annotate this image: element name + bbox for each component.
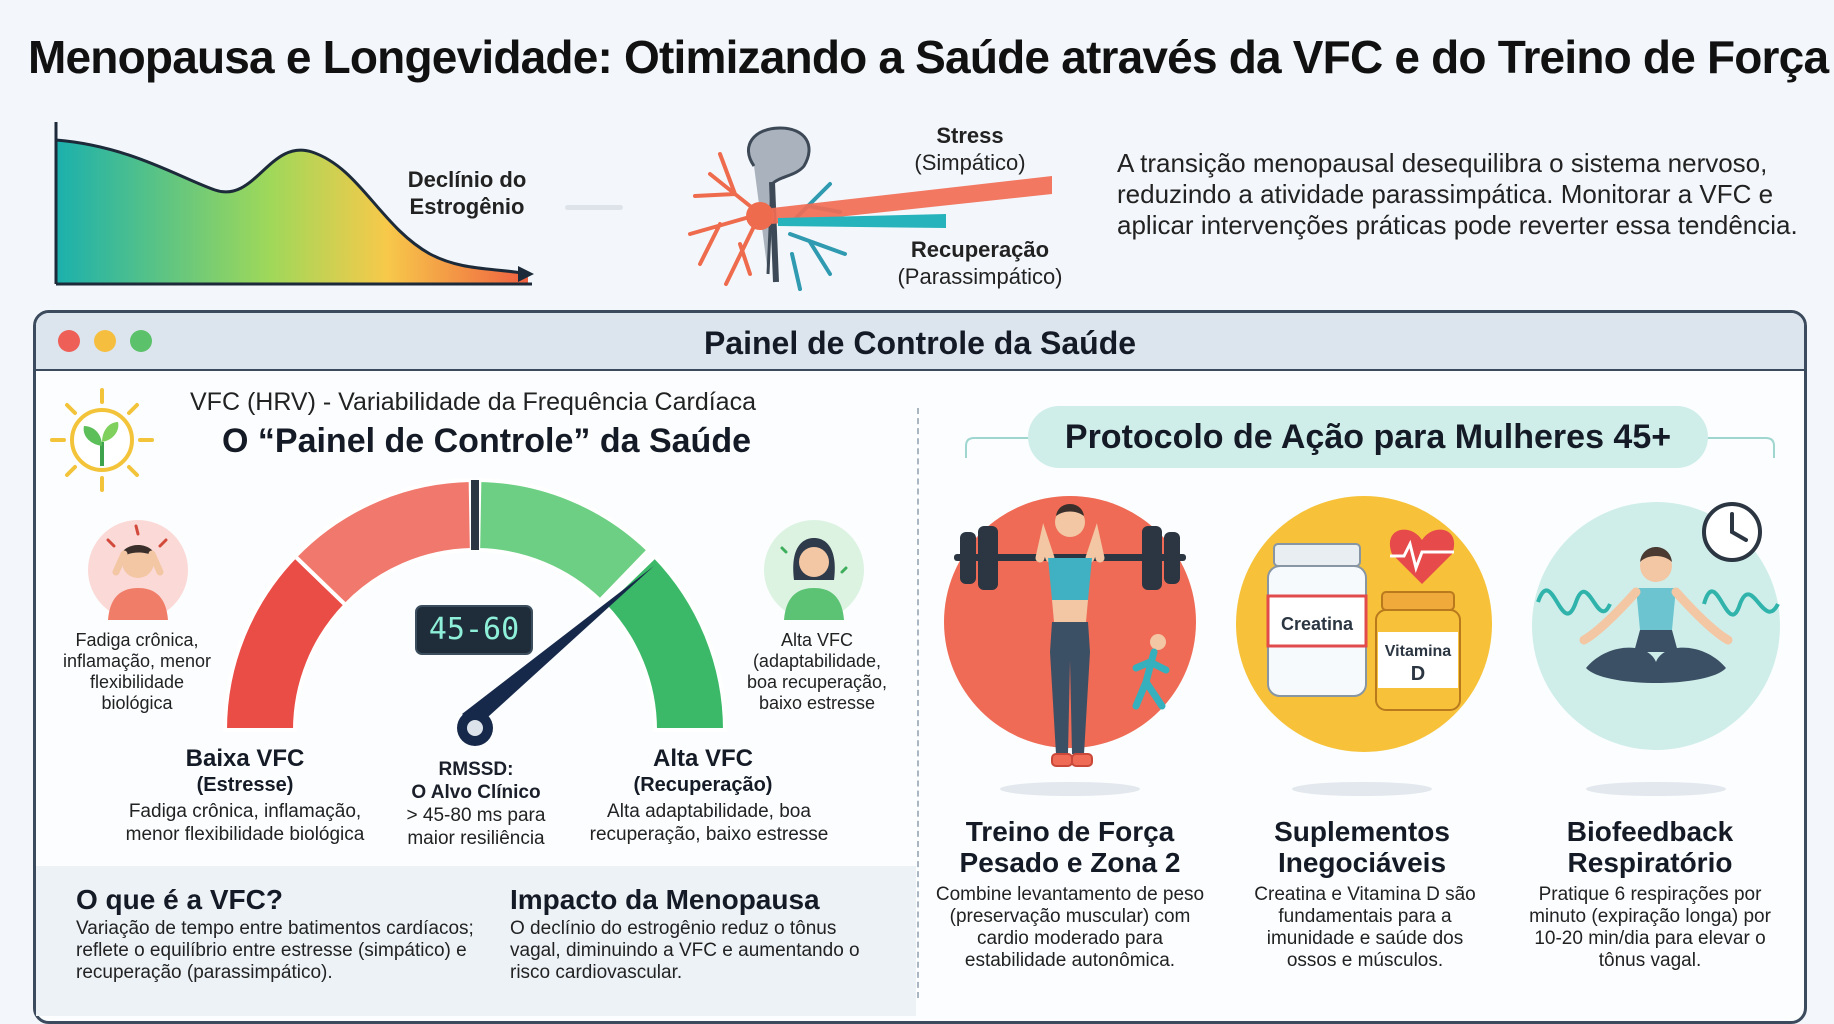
high-hrv-title: Alta VFC <box>652 745 753 772</box>
low-hrv-title: Baixa VFC <box>185 745 305 772</box>
protocol-title: Protocolo de Ação para Mulheres 45+ <box>1028 406 1708 468</box>
high-hrv-subtitle: (Recuperação) <box>633 774 773 796</box>
card-biofeedback-title-line1: Biofeedback <box>1566 816 1734 847</box>
gauge-center-tick <box>471 480 479 550</box>
hrv-gauge <box>210 470 740 750</box>
card1-shadow <box>1000 782 1140 796</box>
card-strength-title-line1: Treino de Força <box>965 816 1175 847</box>
hrv-subtitle: VFC (HRV) - Variabilidade da Frequência Cardíaca <box>190 388 756 416</box>
panel-title: Painel de Controle da Saúde <box>703 325 1137 361</box>
panel-header <box>36 313 1804 371</box>
stressed-woman-icon <box>86 518 190 622</box>
recovery-label <box>880 236 1080 290</box>
creatina-label: Creatina <box>1280 614 1354 634</box>
card-biofeedback-title <box>1510 816 1790 878</box>
what-is-hrv-title: O que é a VFC? <box>76 884 283 915</box>
panel-divider <box>917 408 919 998</box>
recovery-subtitle: (Parassimpático) <box>897 264 1063 289</box>
card-strength-desc: Combine levantamento de peso (preservação muscular) com cardio moderado para estabilidade autonômica. <box>935 884 1205 971</box>
estrogen-decline-label: Declínio do Estrogênio <box>407 167 527 219</box>
rmssd-title: RMSSD: <box>438 759 514 780</box>
card2-shadow <box>1292 782 1432 796</box>
what-is-hrv-body: Variação de tempo entre batimentos cardíacos; reflete o equilíbrio entre estresse (simpático) e recuperação (parassimpático). <box>76 918 474 983</box>
gauge-segment-mid-high <box>478 480 649 600</box>
card-biofeedback-title-line2: Respiratório <box>1567 847 1733 878</box>
high-hrv-desc: Alta adaptabilidade, boa recuperação, baixo estresse <box>589 801 829 845</box>
supplement-bottles-icon <box>1232 492 1496 752</box>
card3-shadow <box>1586 782 1726 796</box>
high-hrv-block <box>608 746 798 798</box>
weightlifting-woman-icon <box>940 492 1200 802</box>
connector-line <box>565 205 623 210</box>
card-supplements-title-line1: Suplementos <box>1274 816 1450 847</box>
vitamina-label: Vitamina <box>1384 643 1452 660</box>
intro-text: A transição menopausal desequilibra o sistema nervoso, reduzindo a atividade parassimpática. Monitorar a VFC e aplicar intervenções práticas pode reverter essa tendência. <box>1117 148 1798 240</box>
card-biofeedback-desc: Pratique 6 respirações por minuto (expiração longa) por 10-20 min/dia para elevar o tônus vagal. <box>1529 884 1771 971</box>
card-supplements-title <box>1222 816 1502 878</box>
card-supplements-desc: Creatina e Vitamina D são fundamentais para a imunidade e saúde dos ossos e músculos. <box>1254 884 1476 971</box>
stress-subtitle: (Simpático) <box>914 150 1026 175</box>
vitamina-d-label: D <box>1410 663 1426 685</box>
low-hrv-subtitle: (Estresse) <box>196 774 294 796</box>
stress-label <box>870 122 1070 176</box>
low-hrv-desc: Fadiga crônica, inflamação, menor flexibilidade biológica <box>125 801 365 845</box>
stressed-caption: Fadiga crônica, inflamação, menor flexibilidade biológica <box>62 630 212 713</box>
rmssd-block <box>386 758 566 850</box>
menopause-impact-body: O declínio do estrogênio reduz o tônus vagal, diminuindo a VFC e aumentando o risco cardiovascular. <box>510 918 860 983</box>
page-title: Menopausa e Longevidade: Otimizando a Saúde através da VFC e do Treino de Força <box>28 31 1829 83</box>
gauge-segment-high <box>604 556 725 730</box>
sun-plant-icon <box>48 386 156 492</box>
happy-caption: Alta VFC (adaptabilidade, boa recuperação, baixo estresse <box>746 630 888 713</box>
low-hrv-block <box>150 746 340 798</box>
card-supplements-title-line2: Inegociáveis <box>1277 847 1447 878</box>
rmssd-subtitle: O Alvo Clínico <box>411 782 541 803</box>
gauge-display-value: 45-60 <box>428 612 520 647</box>
hrv-heading: O “Painel de Controle” da Saúde <box>222 422 751 460</box>
rmssd-desc: > 45-80 ms para maior resiliência <box>406 805 546 849</box>
card-strength-title-line2: Pesado e Zona 2 <box>959 847 1181 878</box>
meditation-woman-icon <box>1528 492 1798 752</box>
recovery-title: Recuperação <box>910 237 1050 262</box>
card-strength-title <box>930 816 1210 878</box>
menopause-impact-title: Impacto da Menopausa <box>510 884 820 915</box>
stress-title: Stress <box>936 123 1004 148</box>
happy-woman-icon <box>762 518 866 622</box>
